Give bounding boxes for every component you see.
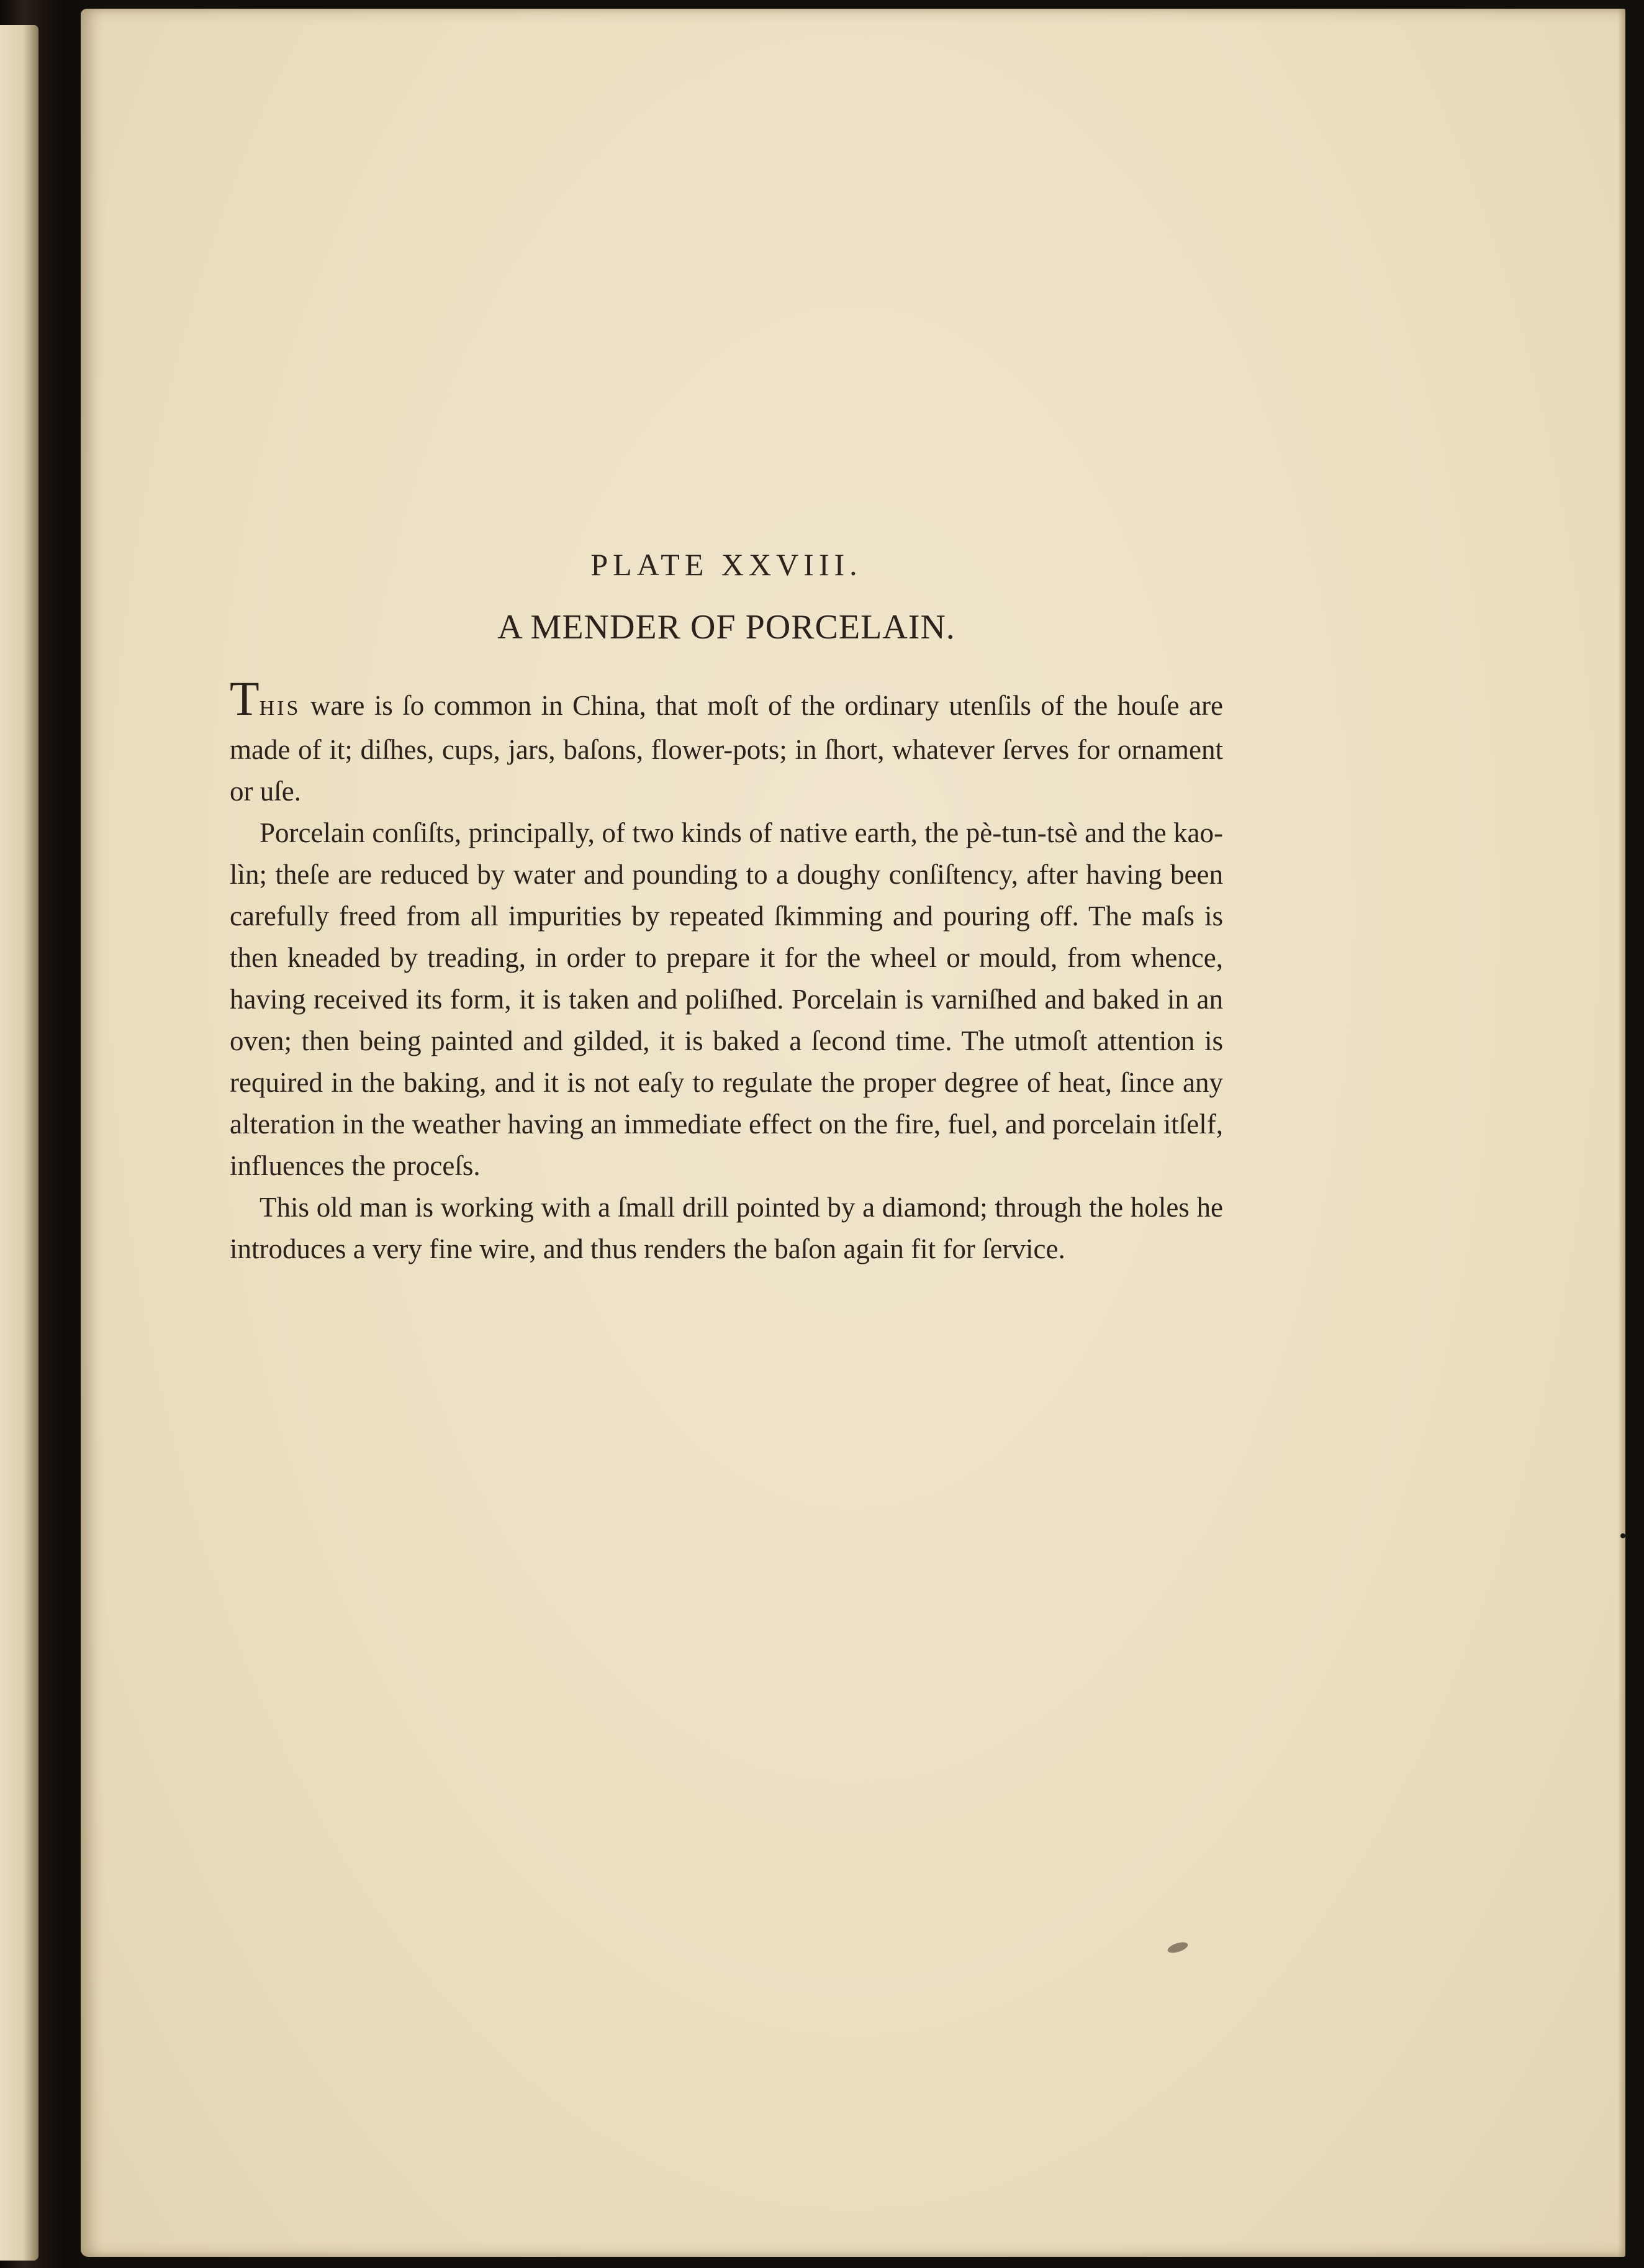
plate-number: PLATE XXVIII. <box>590 547 862 582</box>
paragraph-2: Porcelain conſiſts, principally, of two kinds of native earth, the pè-tun-tsè and the kao-lìn; theſe are reduced by water and pounding to a doughy conſiſtency, after having been carefully freed from all impurities by repeated ſkimming and pouring off. The maſs is then kneaded by treading, in order to prepare it for the wheel or mould, from whence, having received its form, it is taken and poliſhed. Porcelain is varniſhed and baked in an oven; then being painted and gilded, it is baked a ſecond time. The utmoſt attention is required in the baking, and it is not eaſy to regulate the proper degree of heat, ſince any alteration in the weather having an immediate effect on the fire, fuel, and porcelain itſelf, influences the proceſs. <box>230 817 1223 1181</box>
paragraph-3: This old man is working with a ſmall drill pointed by a diamond; through the holes he introduces a very fine wire, and thus renders the baſon again fit for ſervice. <box>230 1192 1223 1264</box>
edge-mark <box>1620 1533 1625 1538</box>
page-edge-shadow <box>1618 9 1625 2257</box>
page-title: A MENDER OF PORCELAIN. <box>497 608 955 646</box>
paragraph-1-text: ware is ſo common in China, that moſt of the ordinary utenſils of the houſe are made of it; diſhes, cups, jars, baſons, flower-pots; in ſhort, whatever ſerves for ornament or uſe. <box>230 690 1223 807</box>
paragraph-1 <box>230 671 1223 812</box>
ink-stain <box>1167 1940 1190 1955</box>
facing-page-edge <box>0 25 38 2261</box>
text-block <box>230 547 1223 1270</box>
small-caps-lead: HIS <box>259 697 301 720</box>
drop-cap: T <box>230 671 260 725</box>
